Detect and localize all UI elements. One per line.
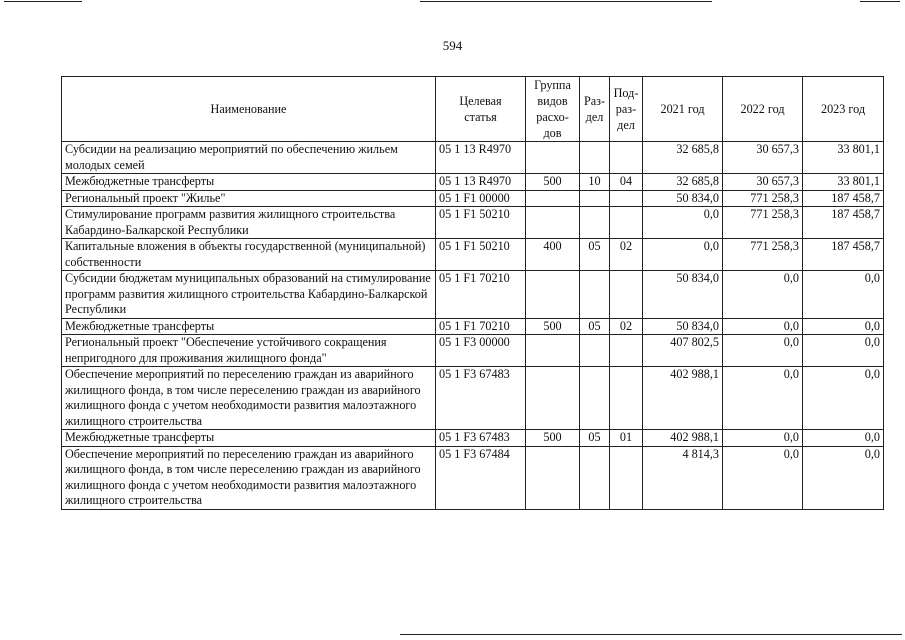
cell-section <box>580 190 610 207</box>
table-body <box>62 142 884 510</box>
cell-section <box>580 271 610 319</box>
cell-expense-group: 500 <box>526 430 580 447</box>
cell-subsection: 02 <box>610 239 643 271</box>
cell-amount-2023: 0,0 <box>803 318 884 335</box>
cell-amount-2023: 0,0 <box>803 335 884 367</box>
cell-name: Субсидии бюджетам муниципальных образований на стимулирование программ развития жилищного строительства Кабардино-Балкарской Республики <box>62 271 436 319</box>
cell-expense-group <box>526 271 580 319</box>
table-row <box>62 446 884 509</box>
cell-amount-2023: 0,0 <box>803 367 884 430</box>
cell-target-code: 05 1 F1 50210 <box>436 207 526 239</box>
cell-expense-group <box>526 207 580 239</box>
cell-name: Обеспечение мероприятий по переселению граждан из аварийного жилищного фонда, в том числе переселению граждан из аварийного жилищного фонда с учетом необходимости развития малоэтажного жилищного строительства <box>62 446 436 509</box>
cell-name: Стимулирование программ развития жилищного строительства Кабардино-Балкарской Республики <box>62 207 436 239</box>
cell-expense-group <box>526 190 580 207</box>
bottom-rule <box>400 634 902 635</box>
cell-target-code: 05 1 F3 00000 <box>436 335 526 367</box>
cell-name: Межбюджетные трансферты <box>62 174 436 191</box>
cell-amount-2023: 0,0 <box>803 430 884 447</box>
cell-name: Капитальные вложения в объекты государственной (муниципальной) собственности <box>62 239 436 271</box>
cell-amount-2023: 0,0 <box>803 271 884 319</box>
cell-subsection <box>610 367 643 430</box>
cell-target-code: 05 1 F1 50210 <box>436 239 526 271</box>
cell-amount-2022: 0,0 <box>723 446 803 509</box>
cell-amount-2022: 30 657,3 <box>723 174 803 191</box>
cell-amount-2021: 32 685,8 <box>643 174 723 191</box>
cell-name: Субсидии на реализацию мероприятий по обеспечению жильем молодых семей <box>62 142 436 174</box>
cell-amount-2023: 0,0 <box>803 446 884 509</box>
table-row <box>62 430 884 447</box>
cell-section <box>580 446 610 509</box>
cell-amount-2023: 187 458,7 <box>803 239 884 271</box>
cell-amount-2021: 4 814,3 <box>643 446 723 509</box>
cell-amount-2022: 0,0 <box>723 271 803 319</box>
table-row <box>62 335 884 367</box>
table-row <box>62 142 884 174</box>
cell-amount-2023: 187 458,7 <box>803 190 884 207</box>
table-row <box>62 367 884 430</box>
top-rule-center <box>420 1 712 2</box>
cell-target-code: 05 1 F3 67484 <box>436 446 526 509</box>
cell-amount-2021: 407 802,5 <box>643 335 723 367</box>
table-row <box>62 239 884 271</box>
cell-amount-2023: 33 801,1 <box>803 174 884 191</box>
cell-amount-2021: 402 988,1 <box>643 367 723 430</box>
cell-amount-2022: 0,0 <box>723 335 803 367</box>
cell-amount-2021: 50 834,0 <box>643 271 723 319</box>
header-group: Группа видов расхо- дов <box>526 77 580 142</box>
header-2023: 2023 год <box>803 77 884 142</box>
table-row <box>62 190 884 207</box>
cell-amount-2021: 402 988,1 <box>643 430 723 447</box>
cell-amount-2022: 0,0 <box>723 318 803 335</box>
cell-amount-2021: 50 834,0 <box>643 190 723 207</box>
page-number: 594 <box>442 38 463 53</box>
cell-section <box>580 142 610 174</box>
cell-amount-2022: 0,0 <box>723 367 803 430</box>
cell-amount-2023: 187 458,7 <box>803 207 884 239</box>
cell-expense-group <box>526 335 580 367</box>
header-target: Целевая статья <box>436 77 526 142</box>
cell-target-code: 05 1 13 R4970 <box>436 142 526 174</box>
cell-target-code: 05 1 F3 67483 <box>436 430 526 447</box>
cell-section: 10 <box>580 174 610 191</box>
cell-name: Региональный проект "Жилье" <box>62 190 436 207</box>
top-rule-left <box>4 1 82 2</box>
cell-section: 05 <box>580 239 610 271</box>
header-name: Наименование <box>62 77 436 142</box>
cell-name: Межбюджетные трансферты <box>62 318 436 335</box>
header-subsection: Под- раз- дел <box>610 77 643 142</box>
cell-subsection <box>610 446 643 509</box>
cell-section <box>580 207 610 239</box>
cell-amount-2023: 33 801,1 <box>803 142 884 174</box>
table-row <box>62 271 884 319</box>
cell-subsection: 04 <box>610 174 643 191</box>
cell-subsection <box>610 207 643 239</box>
cell-subsection <box>610 142 643 174</box>
cell-amount-2022: 771 258,3 <box>723 239 803 271</box>
cell-amount-2021: 32 685,8 <box>643 142 723 174</box>
cell-target-code: 05 1 13 R4970 <box>436 174 526 191</box>
budget-table <box>61 76 884 510</box>
cell-subsection: 01 <box>610 430 643 447</box>
cell-expense-group <box>526 367 580 430</box>
header-2022: 2022 год <box>723 77 803 142</box>
table-header-row <box>62 77 884 142</box>
cell-name: Обеспечение мероприятий по переселению граждан из аварийного жилищного фонда, в том числе переселению граждан из аварийного жилищного фонда с учетом необходимости развития малоэтажного жилищного строительства <box>62 367 436 430</box>
cell-name: Межбюджетные трансферты <box>62 430 436 447</box>
cell-target-code: 05 1 F1 70210 <box>436 271 526 319</box>
cell-name: Региональный проект "Обеспечение устойчивого сокращения непригодного для проживания жилищного фонда" <box>62 335 436 367</box>
cell-section: 05 <box>580 318 610 335</box>
cell-subsection: 02 <box>610 318 643 335</box>
cell-amount-2021: 0,0 <box>643 207 723 239</box>
cell-amount-2021: 50 834,0 <box>643 318 723 335</box>
cell-amount-2022: 30 657,3 <box>723 142 803 174</box>
table-row <box>62 174 884 191</box>
cell-expense-group <box>526 142 580 174</box>
cell-section <box>580 335 610 367</box>
cell-target-code: 05 1 F1 00000 <box>436 190 526 207</box>
cell-amount-2022: 0,0 <box>723 430 803 447</box>
table-row <box>62 207 884 239</box>
cell-subsection <box>610 271 643 319</box>
table-row <box>62 318 884 335</box>
cell-section: 05 <box>580 430 610 447</box>
cell-target-code: 05 1 F1 70210 <box>436 318 526 335</box>
cell-amount-2022: 771 258,3 <box>723 190 803 207</box>
cell-subsection <box>610 190 643 207</box>
cell-amount-2021: 0,0 <box>643 239 723 271</box>
top-rule-right <box>860 1 900 2</box>
cell-subsection <box>610 335 643 367</box>
cell-expense-group: 500 <box>526 174 580 191</box>
cell-section <box>580 367 610 430</box>
header-2021: 2021 год <box>643 77 723 142</box>
cell-expense-group: 500 <box>526 318 580 335</box>
header-section: Раз- дел <box>580 77 610 142</box>
cell-expense-group: 400 <box>526 239 580 271</box>
cell-expense-group <box>526 446 580 509</box>
cell-target-code: 05 1 F3 67483 <box>436 367 526 430</box>
cell-amount-2022: 771 258,3 <box>723 207 803 239</box>
